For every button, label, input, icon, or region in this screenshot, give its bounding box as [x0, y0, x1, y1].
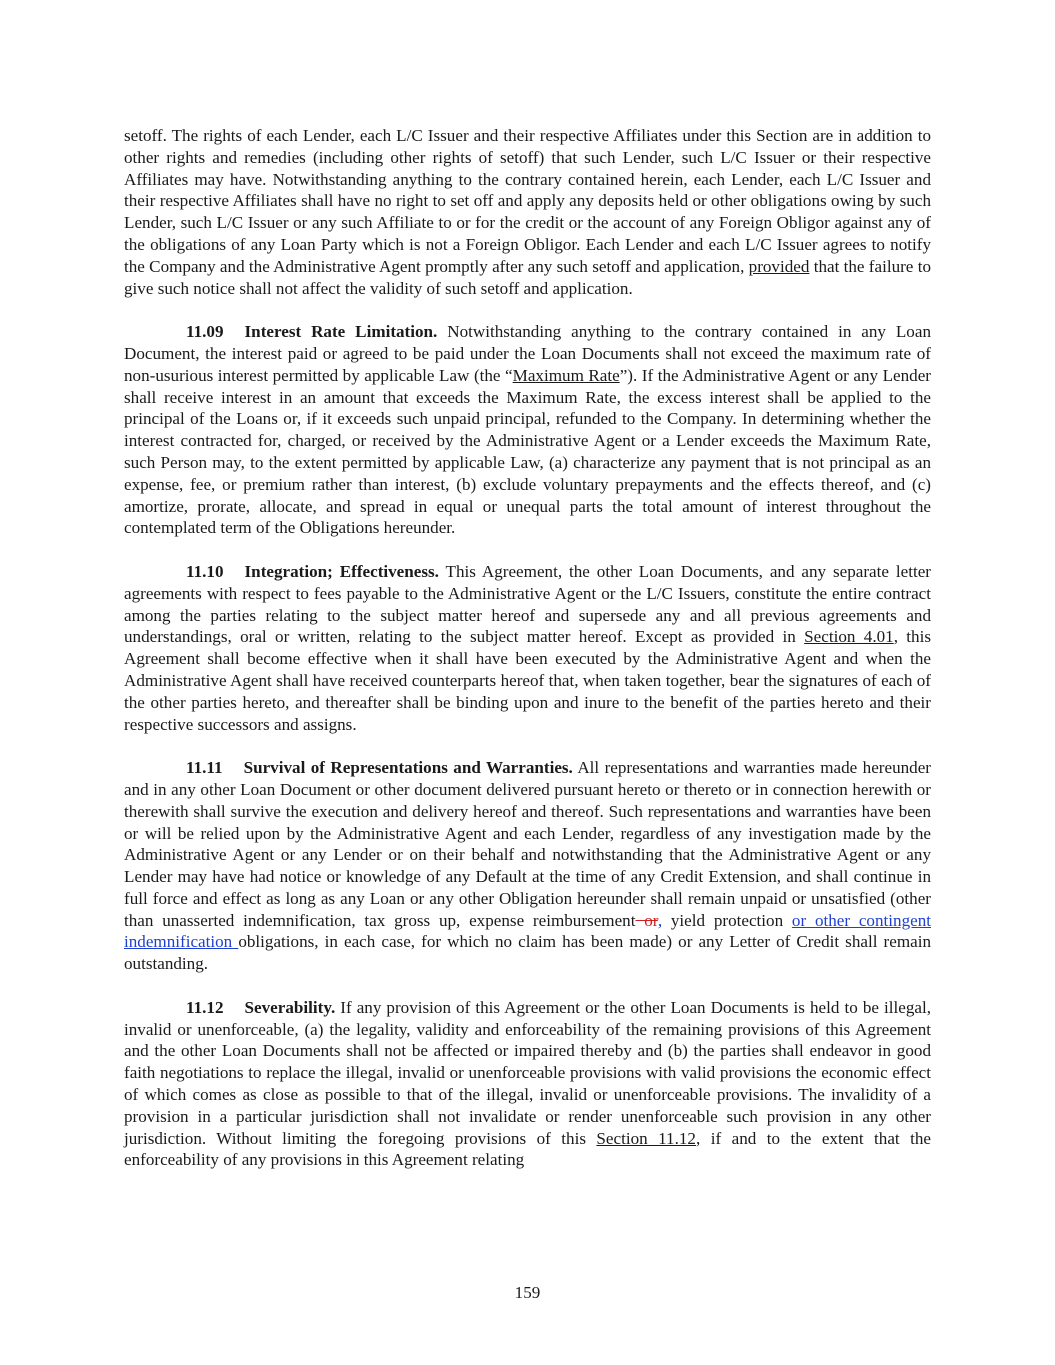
inserted-text: or other contingent indemnification	[124, 910, 931, 952]
section-title: Integration; Effectiveness.	[244, 561, 439, 581]
underlined-term: Section 4.01	[804, 627, 894, 647]
paragraph-text: If any provision of this Agreement or the other Loan Documents is held to be illegal, invalid or unenforceable, (a) the legality, validity and enforceability of the remaining provisions of this Agreement and the other Loan Documents shall not be affected or impaired thereby and (b) the parties shall endeavor in good faith negotiations to replace the illegal, invalid or unenforceable provisions with valid provisions the economic effect of which comes as close as possible to that of the illegal, invalid or unenforceable provisions. The invalidity of a provision in a particular jurisdiction shall not invalidate or render unenforceable such provision in any other jurisdiction. Without limiting the foregoing provisions of this	[124, 997, 931, 1148]
paragraph-text: that the failure to give such notice shall not affect the validity of such setoff and application.	[124, 256, 931, 298]
section-number: 11.10	[186, 561, 224, 581]
section-heading	[186, 562, 439, 581]
section-title: Severability.	[244, 997, 336, 1017]
inserted-text: ,	[657, 910, 663, 930]
paragraph-text: , if and to the extent that the enforceability of any provisions in this Agreement relating	[124, 1128, 931, 1170]
paragraph-text: setoff. The rights of each Lender, each L/C Issuer and their respective Affiliates under this Section are in addition to other rights and remedies (including other rights of setoff) that such Lender, such L/C Issuer or their respective Affiliates may have. Notwithstanding anything to the contrary contained herein, each Lender, each L/C Issuer and their respective Affiliates shall have no right to set off and apply any deposits held or other obligations owing by such Lender, such L/C Issuer or any such Affiliate to or for the credit or the account of any Foreign Obligor against any of the obligations of any Loan Party which is not a Foreign Obligor. Each Lender and each L/C Issuer agrees to notify the Company and the Administrative Agent promptly after any such setoff and application,	[124, 126, 931, 276]
paragraph-text: , this Agreement shall become effective when it shall have been executed by the Administrative Agent and when the Administrative Agent shall have received counterparts hereof that, when taken together, bear the signatures of each of the other parties hereto, and thereafter shall be binding upon and inure to the benefit of the parties hereto and their respective successors and assigns.	[124, 627, 931, 734]
paragraph-text: obligations, in each case, for which no claim has been made) or any Letter of Credit shall remain outstanding.	[124, 932, 931, 974]
section-heading	[186, 758, 573, 777]
section-title: Survival of Representations and Warranties.	[243, 758, 573, 778]
paragraph-text: All representations and warranties made hereunder and in any other Loan Document or other document delivered pursuant hereto or thereto or in connection herewith or therewith shall survive the execution and delivery hereof and thereof. Such representations and warranties have been or will be relied upon by the Administrative Agent and each Lender, regardless of any investigation made by the Administrative Agent or any Lender or on their behalf and notwithstanding that the Administrative Agent or any Lender may have had notice or knowledge of any Default at the time of any Credit Extension, and shall continue in full force and effect as long as any Loan or any other Obligation hereunder shall remain unpaid or unsatisfied (other than unasserted indemnification, tax gross up, expense reimbursement	[124, 758, 932, 930]
section-title: Interest Rate Limitation.	[244, 322, 438, 342]
paragraph-text: yield protection	[662, 910, 792, 930]
underlined-term: Section 11.12	[596, 1128, 696, 1148]
section-11-09	[124, 321, 931, 539]
section-11-11	[124, 757, 931, 975]
section-number: 11.11	[186, 758, 223, 778]
section-heading	[186, 998, 335, 1017]
section-number: 11.09	[186, 322, 224, 342]
document-body	[124, 125, 931, 1193]
section-11-12	[124, 997, 931, 1171]
page-number: 159	[514, 1283, 541, 1302]
deleted-text: or	[635, 910, 658, 930]
underlined-term: provided	[748, 256, 810, 276]
section-11-10	[124, 561, 931, 735]
section-number: 11.12	[186, 997, 224, 1017]
underlined-term: Maximum Rate	[512, 365, 620, 385]
paragraph-text: This Agreement, the other Loan Documents, and any separate letter agreements with respect to fees payable to the Administrative Agent or the L/C Issuers, constitute the entire contract among the parties relating to the subject matter hereof and supersede any and all previous agreements and understandings, oral or written, relating to the subject matter hereof. Except as provided in	[124, 561, 931, 647]
paragraph-continuation	[124, 125, 931, 299]
section-heading	[186, 322, 437, 341]
paragraph-text: Notwithstanding anything to the contrary contained in any Loan Document, the interest paid or agreed to be paid under the Loan Documents shall not exceed the maximum rate of non-usurious interest permitted by applicable Law (the “	[124, 322, 931, 385]
paragraph-text: ”). If the Administrative Agent or any Lender shall receive interest in an amount that exceeds the Maximum Rate, the excess interest shall be applied to the principal of the Loans or, if it exceeds such unpaid principal, refunded to the Company. In determining whether the interest contracted for, charged, or received by the Administrative Agent or a Lender exceeds the Maximum Rate, such Person may, to the extent permitted by applicable Law, (a) characterize any payment that is not principal as an expense, fee, or premium rather than interest, (b) exclude voluntary prepayments and the effects thereof, and (c) amortize, prorate, allocate, and spread in equal or unequal parts the total amount of interest throughout the contemplated term of the Obligations hereunder.	[124, 365, 931, 538]
